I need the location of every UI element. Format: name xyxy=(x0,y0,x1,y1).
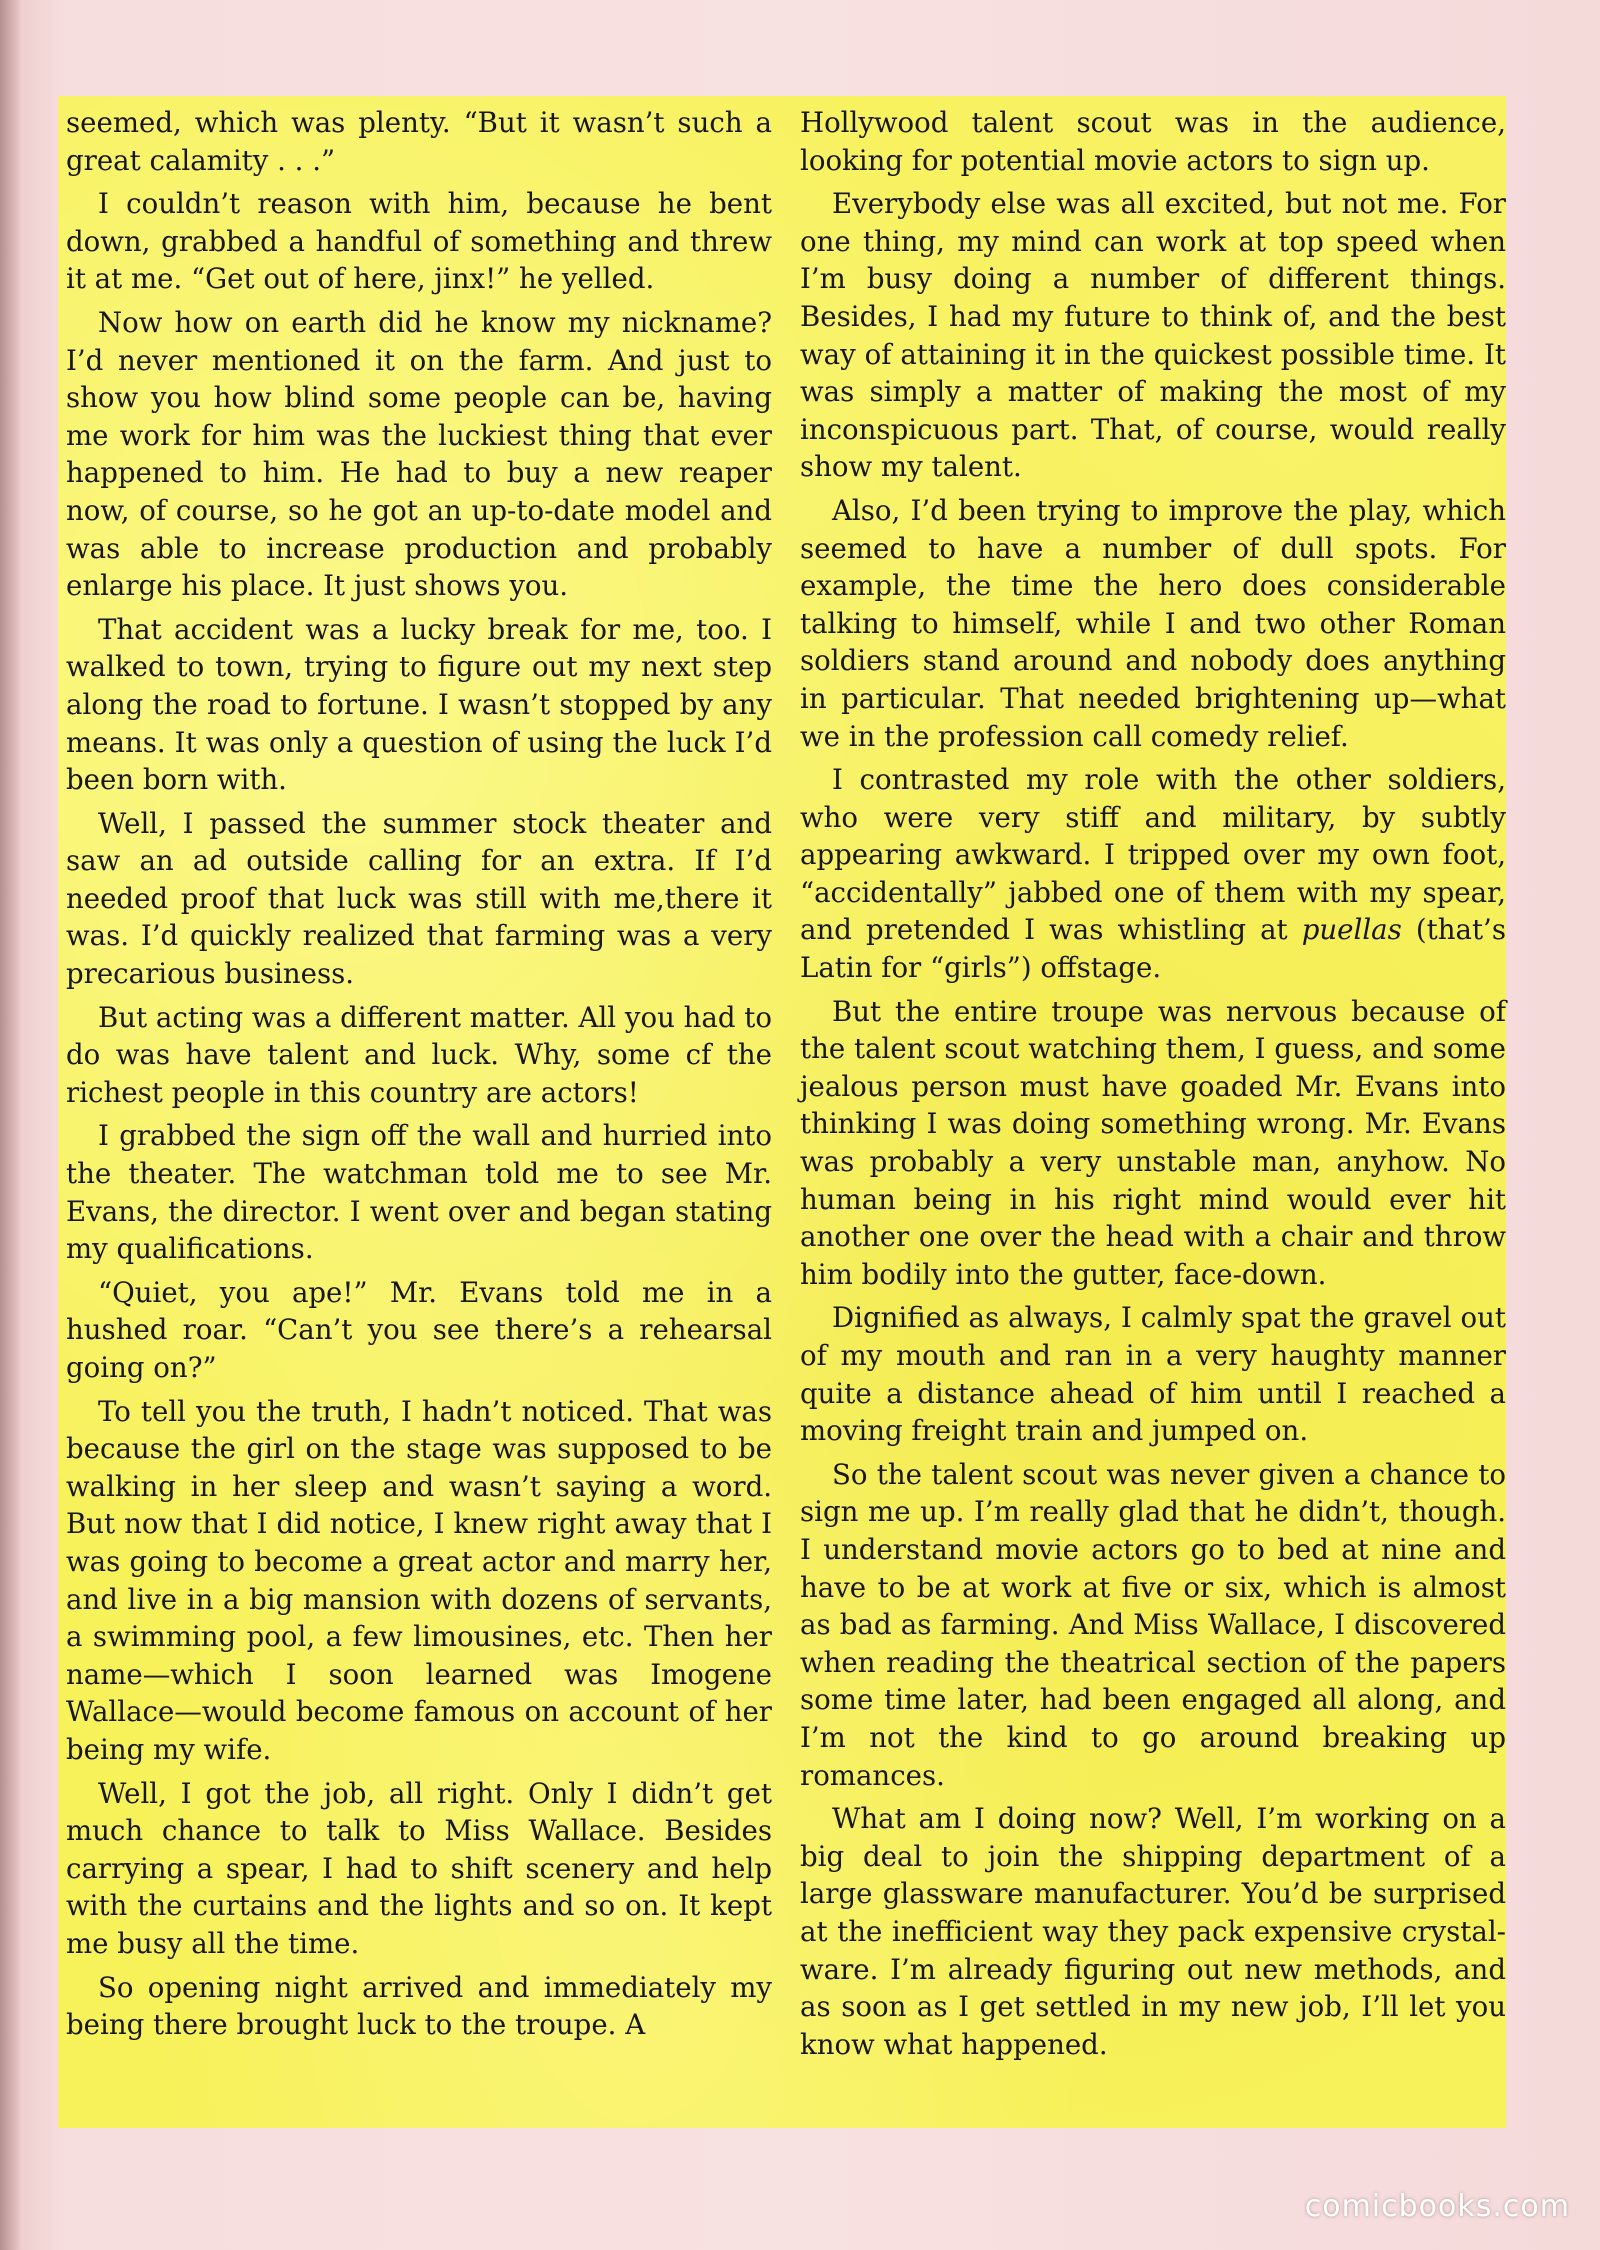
paragraph: Hollywood talent scout was in the audience, looking for potential movie actors to sign up. xyxy=(800,106,1506,177)
paragraph: What am I doing now? Well, I’m working on a big deal to join the shipping department of a large glassware manufacturer. You’d be surprised at the inefficient way they pack expensive crystal-ware. I’m already figuring out new methods, and as soon as I get settled in my new job, I’ll let you know what happened. xyxy=(800,1802,1506,2061)
paragraph: But the entire troupe was nervous because of the talent scout watching them, I guess, and some jealous person must have goaded Mr. Evans into thinking I was doing something wrong. Mr. Evans was probably a very unstable man, anyhow. No human being in his right mind would ever hit another one over the head with a chair and throw him bodily into the gutter, face-down. xyxy=(800,994,1506,1291)
site-watermark: comicbooks.com xyxy=(1304,2189,1570,2224)
paragraph: So opening night arrived and immediately my being there brought luck to the troupe. A xyxy=(66,1970,772,2042)
paragraph: Well, I passed the summer stock theater and saw an ad outside calling for an extra. If I’d needed proof that luck was still with me,there it was. I’d quickly realized that farming was a very precarious business. xyxy=(66,806,772,991)
left-text-column xyxy=(66,104,772,2050)
paragraph: Dignified as always, I calmly spat the gravel out of my mouth and ran in a very haughty manner quite a distance ahead of him until I reached a moving freight train and jumped on. xyxy=(800,1301,1506,1448)
latin-word: puellas xyxy=(1301,913,1402,947)
paragraph-text: (that’s Latin for “girls”) offstage. xyxy=(800,913,1506,985)
paragraph: Everybody else was all excited, but not me. For one thing, my mind can work at top speed when I’m busy doing a number of different things. Besides, I had my future to think of, and the best way of attaining it in the quickest possible time. It was simply a matter of making the most of my inconspicuous part. That, of course, would really show my talent. xyxy=(800,187,1506,484)
paragraph: That accident was a lucky break for me, too. I walked to town, trying to figure out my next step along the road to fortune. I wasn’t stopped by any means. It was only a question of using the luck I’d been born with. xyxy=(66,612,772,797)
paragraph: I couldn’t reason with him, because he bent down, grabbed a handful of something and threw it at me. “Get out of here, jinx!” he yelled. xyxy=(66,187,772,296)
paragraph: Also, I’d been trying to improve the play, which seemed to have a number of dull spots. For example, the time the hero does considerable talking to himself, while I and two other Roman soldiers stand around and nobody does anything in particular. That needed brightening up—what we in the profession call comedy relief. xyxy=(800,493,1506,753)
paragraph: Well, I got the job, all right. Only I didn’t get much chance to talk to Miss Wallace. Besides carrying a spear, I had to shift scenery and help with the curtains and the lights and so on. It kept me busy all the time. xyxy=(66,1776,772,1960)
paragraph: I grabbed the sign off the wall and hurried into the theater. The watchman told me to see Mr. Evans, the director. I went over and began stating my qualifications. xyxy=(66,1119,772,1266)
right-text-column xyxy=(800,104,1506,2069)
paragraph: But acting was a different matter. All you had to do was have talent and luck. Why, some cf the richest people in this country are actors! xyxy=(66,1000,773,1109)
paragraph: To tell you the truth, I hadn’t noticed. That was because the girl on the stage was supposed to be walking in her sleep and wasn’t saying a word. But now that I did notice, I knew right away that I was going to become a great actor and marry her, and live in a big mansion with dozens of servants, a swimming pool, a few limousines, etc. Then her name—which I soon learned was Imogene Wallace—would become famous on account of her being my wife. xyxy=(66,1394,772,1766)
paragraph: So the talent scout was never given a chance to sign me up. I’m really glad that he didn’t, though. I understand movie actors go to bed at nine and have to be at work at five or six, which is almost as bad as farming. And Miss Wallace, I discovered when reading the theatrical section of the papers some time later, had been engaged all along, and I’m not the kind to go around breaking up romances. xyxy=(800,1457,1506,1792)
page-binding-edge xyxy=(0,0,22,2250)
paragraph xyxy=(800,761,1506,987)
paragraph: Now how on earth did he know my nickname? I’d never mentioned it on the farm. And just to show you how blind some people can be, having me work for him was the luckiest thing that ever happened to him. He had to buy a new reaper now, of course, so he got an up-to-date model and was able to increase production and probably enlarge his place. It just shows you. xyxy=(66,305,772,603)
paragraph: seemed, which was plenty. “But it wasn’t such a great calamity . . .” xyxy=(66,106,772,177)
paragraph-text: I contrasted my role with the other soldiers, who were very stiff and military, by subtly appearing awkward. I tripped over my own foot, “accidentally” jabbed one of them with my spear, and pretended I was whistling at xyxy=(800,763,1506,947)
paragraph: “Quiet, you ape!” Mr. Evans told me in a hushed roar. “Can’t you see there’s a rehearsal going on?” xyxy=(66,1275,772,1384)
